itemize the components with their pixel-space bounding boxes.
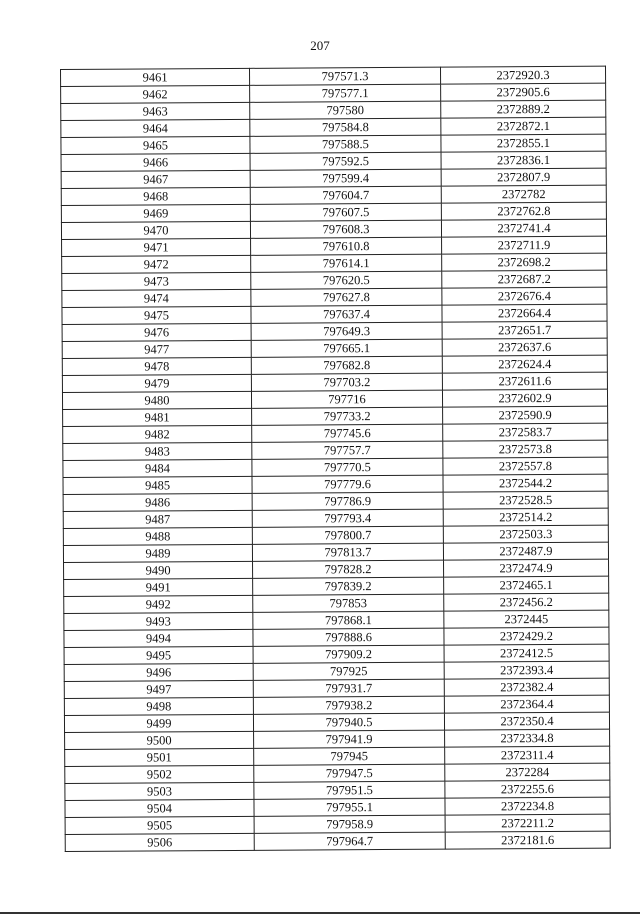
y-coordinate-cell: 2372676.4 xyxy=(442,287,607,305)
point-id-cell: 9490 xyxy=(64,561,253,579)
point-id-cell: 9468 xyxy=(61,187,250,205)
y-coordinate-cell: 2372573.8 xyxy=(443,440,608,458)
page-bottom-rule xyxy=(0,912,640,914)
y-coordinate-cell: 2372544.2 xyxy=(443,474,608,492)
y-coordinate-cell: 2372334.8 xyxy=(445,729,610,747)
x-coordinate-cell: 797580 xyxy=(250,101,441,119)
point-id-cell: 9496 xyxy=(64,663,253,681)
x-coordinate-cell: 797828.2 xyxy=(253,560,444,578)
x-coordinate-cell: 797800.7 xyxy=(252,526,443,544)
coordinates-table xyxy=(60,66,611,852)
point-id-cell: 9504 xyxy=(65,799,254,817)
coordinates-table-body xyxy=(61,66,611,851)
point-id-cell: 9472 xyxy=(62,255,251,273)
point-id-cell: 9505 xyxy=(65,816,254,834)
y-coordinate-cell: 2372624.4 xyxy=(442,355,607,373)
x-coordinate-cell: 797868.1 xyxy=(253,611,444,629)
point-id-cell: 9482 xyxy=(63,425,252,443)
x-coordinate-cell: 797853 xyxy=(253,594,444,612)
y-coordinate-cell: 2372528.5 xyxy=(443,491,608,509)
x-coordinate-cell: 797793.4 xyxy=(252,509,443,527)
x-coordinate-cell: 797610.8 xyxy=(251,237,442,255)
point-id-cell: 9489 xyxy=(63,544,252,562)
y-coordinate-cell: 2372456.2 xyxy=(444,593,609,611)
y-coordinate-cell: 2372782 xyxy=(441,185,606,203)
page-number: 207 xyxy=(310,38,330,53)
x-coordinate-cell: 797931.7 xyxy=(253,679,444,697)
point-id-cell: 9475 xyxy=(62,306,251,324)
x-coordinate-cell: 797909.2 xyxy=(253,645,444,663)
x-coordinate-cell: 797649.3 xyxy=(251,322,442,340)
x-coordinate-cell: 797620.5 xyxy=(251,271,442,289)
y-coordinate-cell: 2372711.9 xyxy=(442,236,607,254)
point-id-cell: 9483 xyxy=(63,442,252,460)
x-coordinate-cell: 797925 xyxy=(253,662,444,680)
x-coordinate-cell: 797571.3 xyxy=(249,67,440,85)
y-coordinate-cell: 2372651.7 xyxy=(442,321,607,339)
point-id-cell: 9503 xyxy=(65,782,254,800)
y-coordinate-cell: 2372583.7 xyxy=(443,423,608,441)
point-id-cell: 9461 xyxy=(61,68,250,86)
y-coordinate-cell: 2372211.2 xyxy=(445,814,610,832)
point-id-cell: 9499 xyxy=(64,714,253,732)
point-id-cell: 9466 xyxy=(61,153,250,171)
x-coordinate-cell: 797938.2 xyxy=(253,696,444,714)
coordinates-table-container xyxy=(60,66,607,852)
y-coordinate-cell: 2372487.9 xyxy=(443,542,608,560)
x-coordinate-cell: 797964.7 xyxy=(254,832,445,850)
y-coordinate-cell: 2372637.6 xyxy=(442,338,607,356)
y-coordinate-cell: 2372557.8 xyxy=(443,457,608,475)
point-id-cell: 9462 xyxy=(61,85,250,103)
y-coordinate-cell: 2372855.1 xyxy=(441,134,606,152)
point-id-cell: 9479 xyxy=(62,374,251,392)
y-coordinate-cell: 2372364.4 xyxy=(444,695,609,713)
point-id-cell: 9484 xyxy=(63,459,252,477)
y-coordinate-cell: 2372920.3 xyxy=(440,66,605,84)
point-id-cell: 9467 xyxy=(61,170,250,188)
y-coordinate-cell: 2372664.4 xyxy=(442,304,607,322)
point-id-cell: 9487 xyxy=(63,510,252,528)
x-coordinate-cell: 797958.9 xyxy=(254,815,445,833)
y-coordinate-cell: 2372393.4 xyxy=(444,661,609,679)
y-coordinate-cell: 2372181.6 xyxy=(445,831,610,849)
y-coordinate-cell: 2372807.9 xyxy=(441,168,606,186)
x-coordinate-cell: 797786.9 xyxy=(252,492,443,510)
x-coordinate-cell: 797888.6 xyxy=(253,628,444,646)
y-coordinate-cell: 2372905.6 xyxy=(441,83,606,101)
point-id-cell: 9470 xyxy=(61,221,250,239)
y-coordinate-cell: 2372698.2 xyxy=(442,253,607,271)
x-coordinate-cell: 797599.4 xyxy=(250,169,441,187)
point-id-cell: 9497 xyxy=(64,680,253,698)
x-coordinate-cell: 797940.5 xyxy=(253,713,444,731)
point-id-cell: 9469 xyxy=(61,204,250,222)
point-id-cell: 9491 xyxy=(64,578,253,596)
point-id-cell: 9500 xyxy=(65,731,254,749)
point-id-cell: 9463 xyxy=(61,102,250,120)
x-coordinate-cell: 797592.5 xyxy=(250,152,441,170)
x-coordinate-cell: 797637.4 xyxy=(251,305,442,323)
point-id-cell: 9464 xyxy=(61,119,250,137)
point-id-cell: 9465 xyxy=(61,136,250,154)
point-id-cell: 9495 xyxy=(64,646,253,664)
x-coordinate-cell: 797682.8 xyxy=(251,356,442,374)
x-coordinate-cell: 797770.5 xyxy=(252,458,443,476)
x-coordinate-cell: 797839.2 xyxy=(253,577,444,595)
x-coordinate-cell: 797733.2 xyxy=(252,407,443,425)
point-id-cell: 9486 xyxy=(63,493,252,511)
y-coordinate-cell: 2372311.4 xyxy=(445,746,610,764)
table-row xyxy=(65,831,610,851)
point-id-cell: 9481 xyxy=(63,408,252,426)
x-coordinate-cell: 797951.5 xyxy=(254,781,445,799)
x-coordinate-cell: 797627.8 xyxy=(251,288,442,306)
y-coordinate-cell: 2372234.8 xyxy=(445,797,610,815)
x-coordinate-cell: 797745.6 xyxy=(252,424,443,442)
y-coordinate-cell: 2372762.8 xyxy=(441,202,606,220)
y-coordinate-cell: 2372741.4 xyxy=(441,219,606,237)
point-id-cell: 9492 xyxy=(64,595,253,613)
y-coordinate-cell: 2372590.9 xyxy=(443,406,608,424)
y-coordinate-cell: 2372255.6 xyxy=(445,780,610,798)
point-id-cell: 9471 xyxy=(62,238,251,256)
y-coordinate-cell: 2372836.1 xyxy=(441,151,606,169)
point-id-cell: 9498 xyxy=(64,697,253,715)
point-id-cell: 9480 xyxy=(62,391,251,409)
y-coordinate-cell: 2372514.2 xyxy=(443,508,608,526)
y-coordinate-cell: 2372872.1 xyxy=(441,117,606,135)
point-id-cell: 9478 xyxy=(62,357,251,375)
y-coordinate-cell: 2372687.2 xyxy=(442,270,607,288)
y-coordinate-cell: 2372602.9 xyxy=(442,389,607,407)
y-coordinate-cell: 2372503.3 xyxy=(443,525,608,543)
y-coordinate-cell: 2372611.6 xyxy=(442,372,607,390)
point-id-cell: 9485 xyxy=(63,476,252,494)
y-coordinate-cell: 2372445 xyxy=(444,610,609,628)
point-id-cell: 9488 xyxy=(63,527,252,545)
x-coordinate-cell: 797757.7 xyxy=(252,441,443,459)
point-id-cell: 9506 xyxy=(65,833,254,851)
point-id-cell: 9501 xyxy=(65,748,254,766)
x-coordinate-cell: 797716 xyxy=(251,390,442,408)
x-coordinate-cell: 797945 xyxy=(254,747,445,765)
x-coordinate-cell: 797703.2 xyxy=(251,373,442,391)
point-id-cell: 9502 xyxy=(65,765,254,783)
point-id-cell: 9474 xyxy=(62,289,251,307)
y-coordinate-cell: 2372465.1 xyxy=(444,576,609,594)
x-coordinate-cell: 797779.6 xyxy=(252,475,443,493)
point-id-cell: 9476 xyxy=(62,323,251,341)
y-coordinate-cell: 2372382.4 xyxy=(444,678,609,696)
y-coordinate-cell: 2372474.9 xyxy=(444,559,609,577)
point-id-cell: 9477 xyxy=(62,340,251,358)
x-coordinate-cell: 797813.7 xyxy=(252,543,443,561)
x-coordinate-cell: 797588.5 xyxy=(250,135,441,153)
y-coordinate-cell: 2372889.2 xyxy=(441,100,606,118)
x-coordinate-cell: 797604.7 xyxy=(250,186,441,204)
y-coordinate-cell: 2372350.4 xyxy=(444,712,609,730)
x-coordinate-cell: 797941.9 xyxy=(254,730,445,748)
x-coordinate-cell: 797608.3 xyxy=(250,220,441,238)
y-coordinate-cell: 2372429.2 xyxy=(444,627,609,645)
x-coordinate-cell: 797947.5 xyxy=(254,764,445,782)
y-coordinate-cell: 2372284 xyxy=(445,763,610,781)
x-coordinate-cell: 797614.1 xyxy=(251,254,442,272)
x-coordinate-cell: 797607.5 xyxy=(250,203,441,221)
x-coordinate-cell: 797665.1 xyxy=(251,339,442,357)
x-coordinate-cell: 797955.1 xyxy=(254,798,445,816)
x-coordinate-cell: 797577.1 xyxy=(250,84,441,102)
point-id-cell: 9493 xyxy=(64,612,253,630)
point-id-cell: 9494 xyxy=(64,629,253,647)
y-coordinate-cell: 2372412.5 xyxy=(444,644,609,662)
point-id-cell: 9473 xyxy=(62,272,251,290)
x-coordinate-cell: 797584.8 xyxy=(250,118,441,136)
